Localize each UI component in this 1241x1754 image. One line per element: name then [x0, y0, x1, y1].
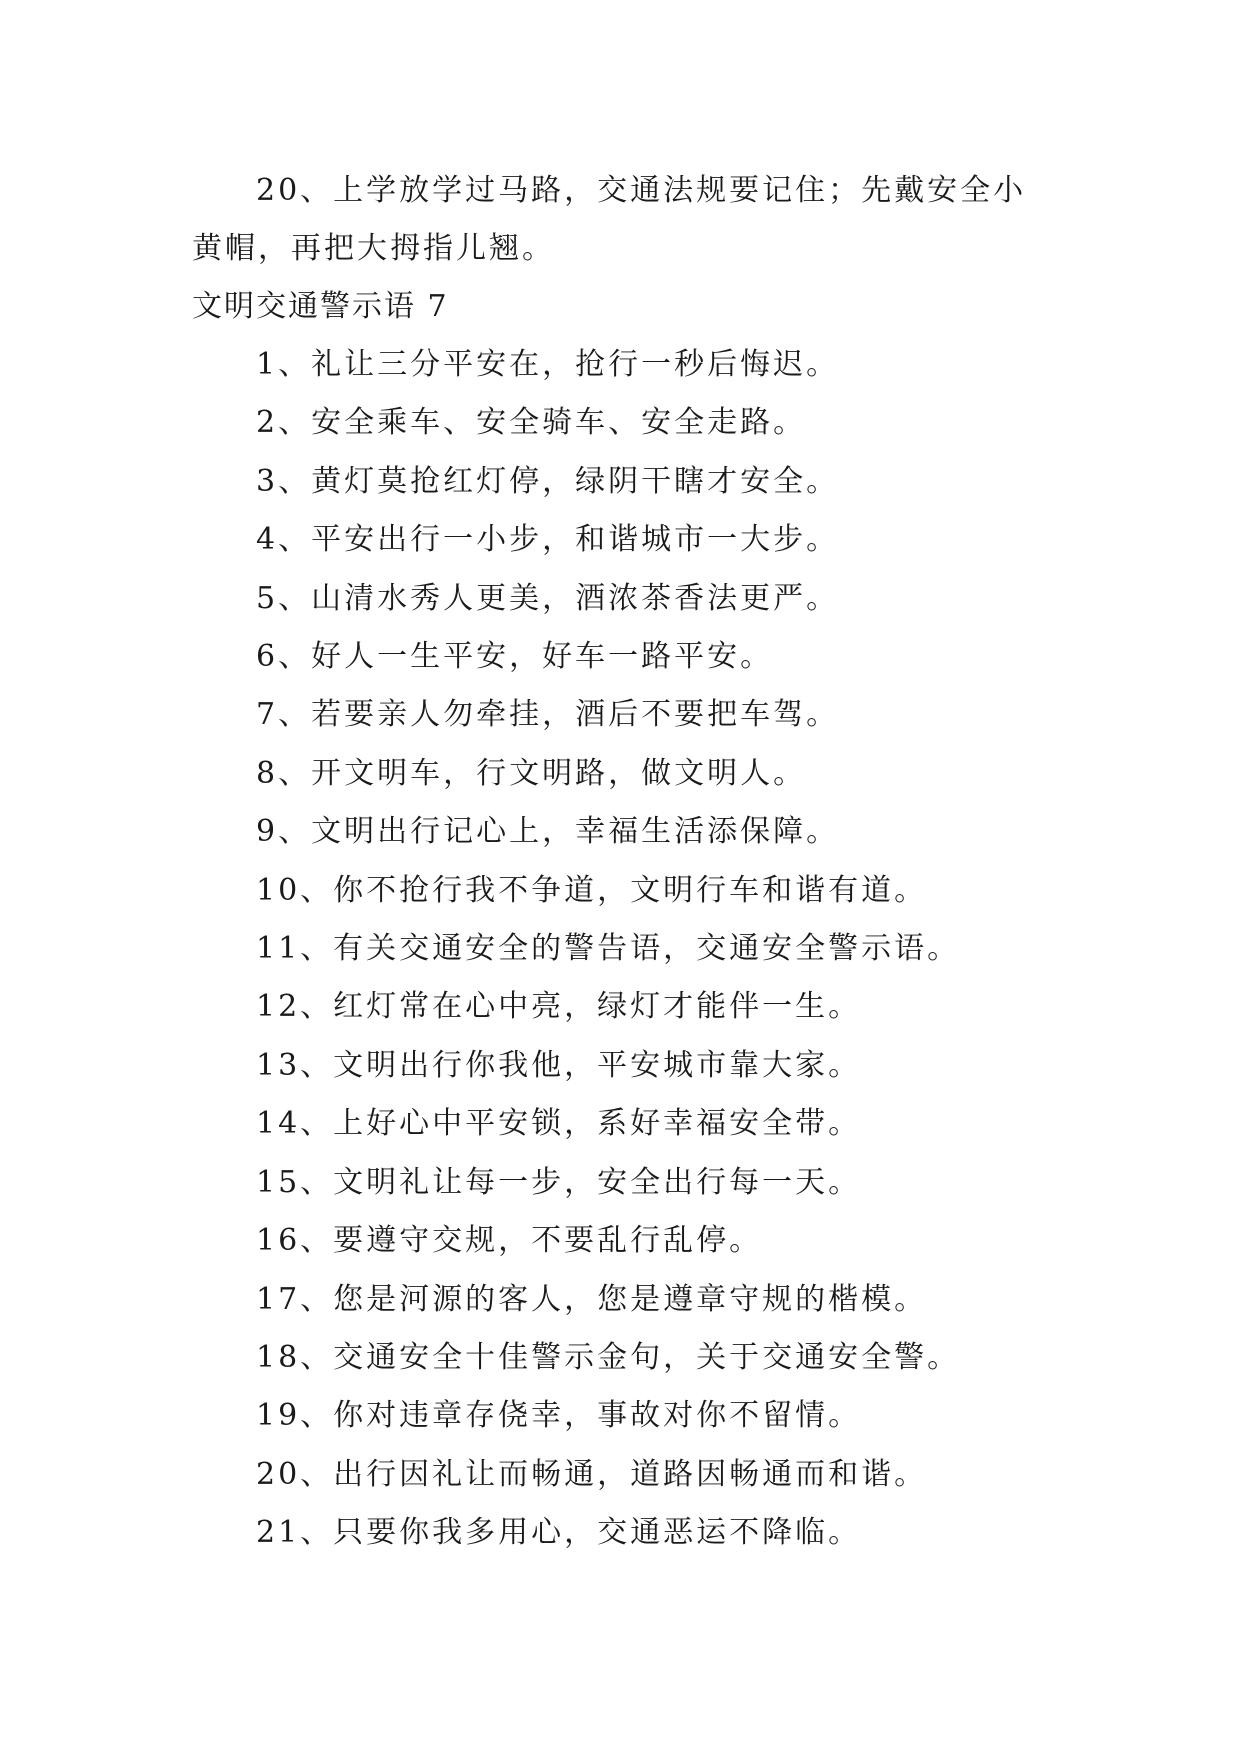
section-heading: 文明交通警示语 7 — [192, 289, 449, 324]
list-item: 18、交通安全十佳警示金句，关于交通安全警。 — [256, 1339, 961, 1375]
list-item: 19、你对违章存侥幸，事故对你不留情。 — [256, 1398, 862, 1434]
list-item: 12、红灯常在心中亮，绿灯才能伴一生。 — [256, 989, 862, 1025]
list-item: 6、好人一生平安，好车一路平安。 — [256, 639, 774, 675]
list-item: 11、有关交通安全的警告语，交通安全警示语。 — [256, 931, 961, 967]
slogan-list — [192, 336, 1052, 1563]
list-item: 15、文明礼让每一步，安全出行每一天。 — [256, 1164, 862, 1200]
intro-paragraph: 20、上学放学过马路，交通法规要记住；先戴安全小黄帽，再把大拇指儿翘。 — [192, 173, 1027, 266]
document-body — [192, 162, 1052, 1563]
list-item: 10、你不抢行我不争道，文明行车和谐有道。 — [256, 872, 928, 908]
list-item: 14、上好心中平安锁，系好幸福安全带。 — [256, 1106, 862, 1142]
list-item: 13、文明出行你我他，平安城市靠大家。 — [256, 1047, 862, 1083]
list-item: 16、要遵守交规，不要乱行乱停。 — [256, 1223, 763, 1259]
list-item: 2、安全乘车、安全骑车、安全走路。 — [256, 405, 807, 441]
list-item: 8、开文明车，行文明路，做文明人。 — [256, 755, 807, 791]
list-item: 3、黄灯莫抢红灯停，绿阴干瞎才安全。 — [256, 463, 840, 499]
list-item: 7、若要亲人勿牵挂，酒后不要把车驾。 — [256, 697, 840, 733]
list-item: 4、平安出行一小步，和谐城市一大步。 — [256, 522, 840, 558]
list-item: 9、文明出行记心上，幸福生活添保障。 — [256, 814, 840, 850]
list-item: 5、山清水秀人更美，酒浓茶香法更严。 — [256, 580, 840, 616]
list-item: 20、出行因礼让而畅通，道路因畅通而和谐。 — [256, 1456, 928, 1492]
list-item: 17、您是河源的客人，您是遵章守规的楷模。 — [256, 1281, 928, 1317]
list-item: 1、礼让三分平安在，抢行一秒后悔迟。 — [256, 347, 840, 382]
list-item: 21、只要你我多用心，交通恶运不降临。 — [256, 1515, 862, 1551]
